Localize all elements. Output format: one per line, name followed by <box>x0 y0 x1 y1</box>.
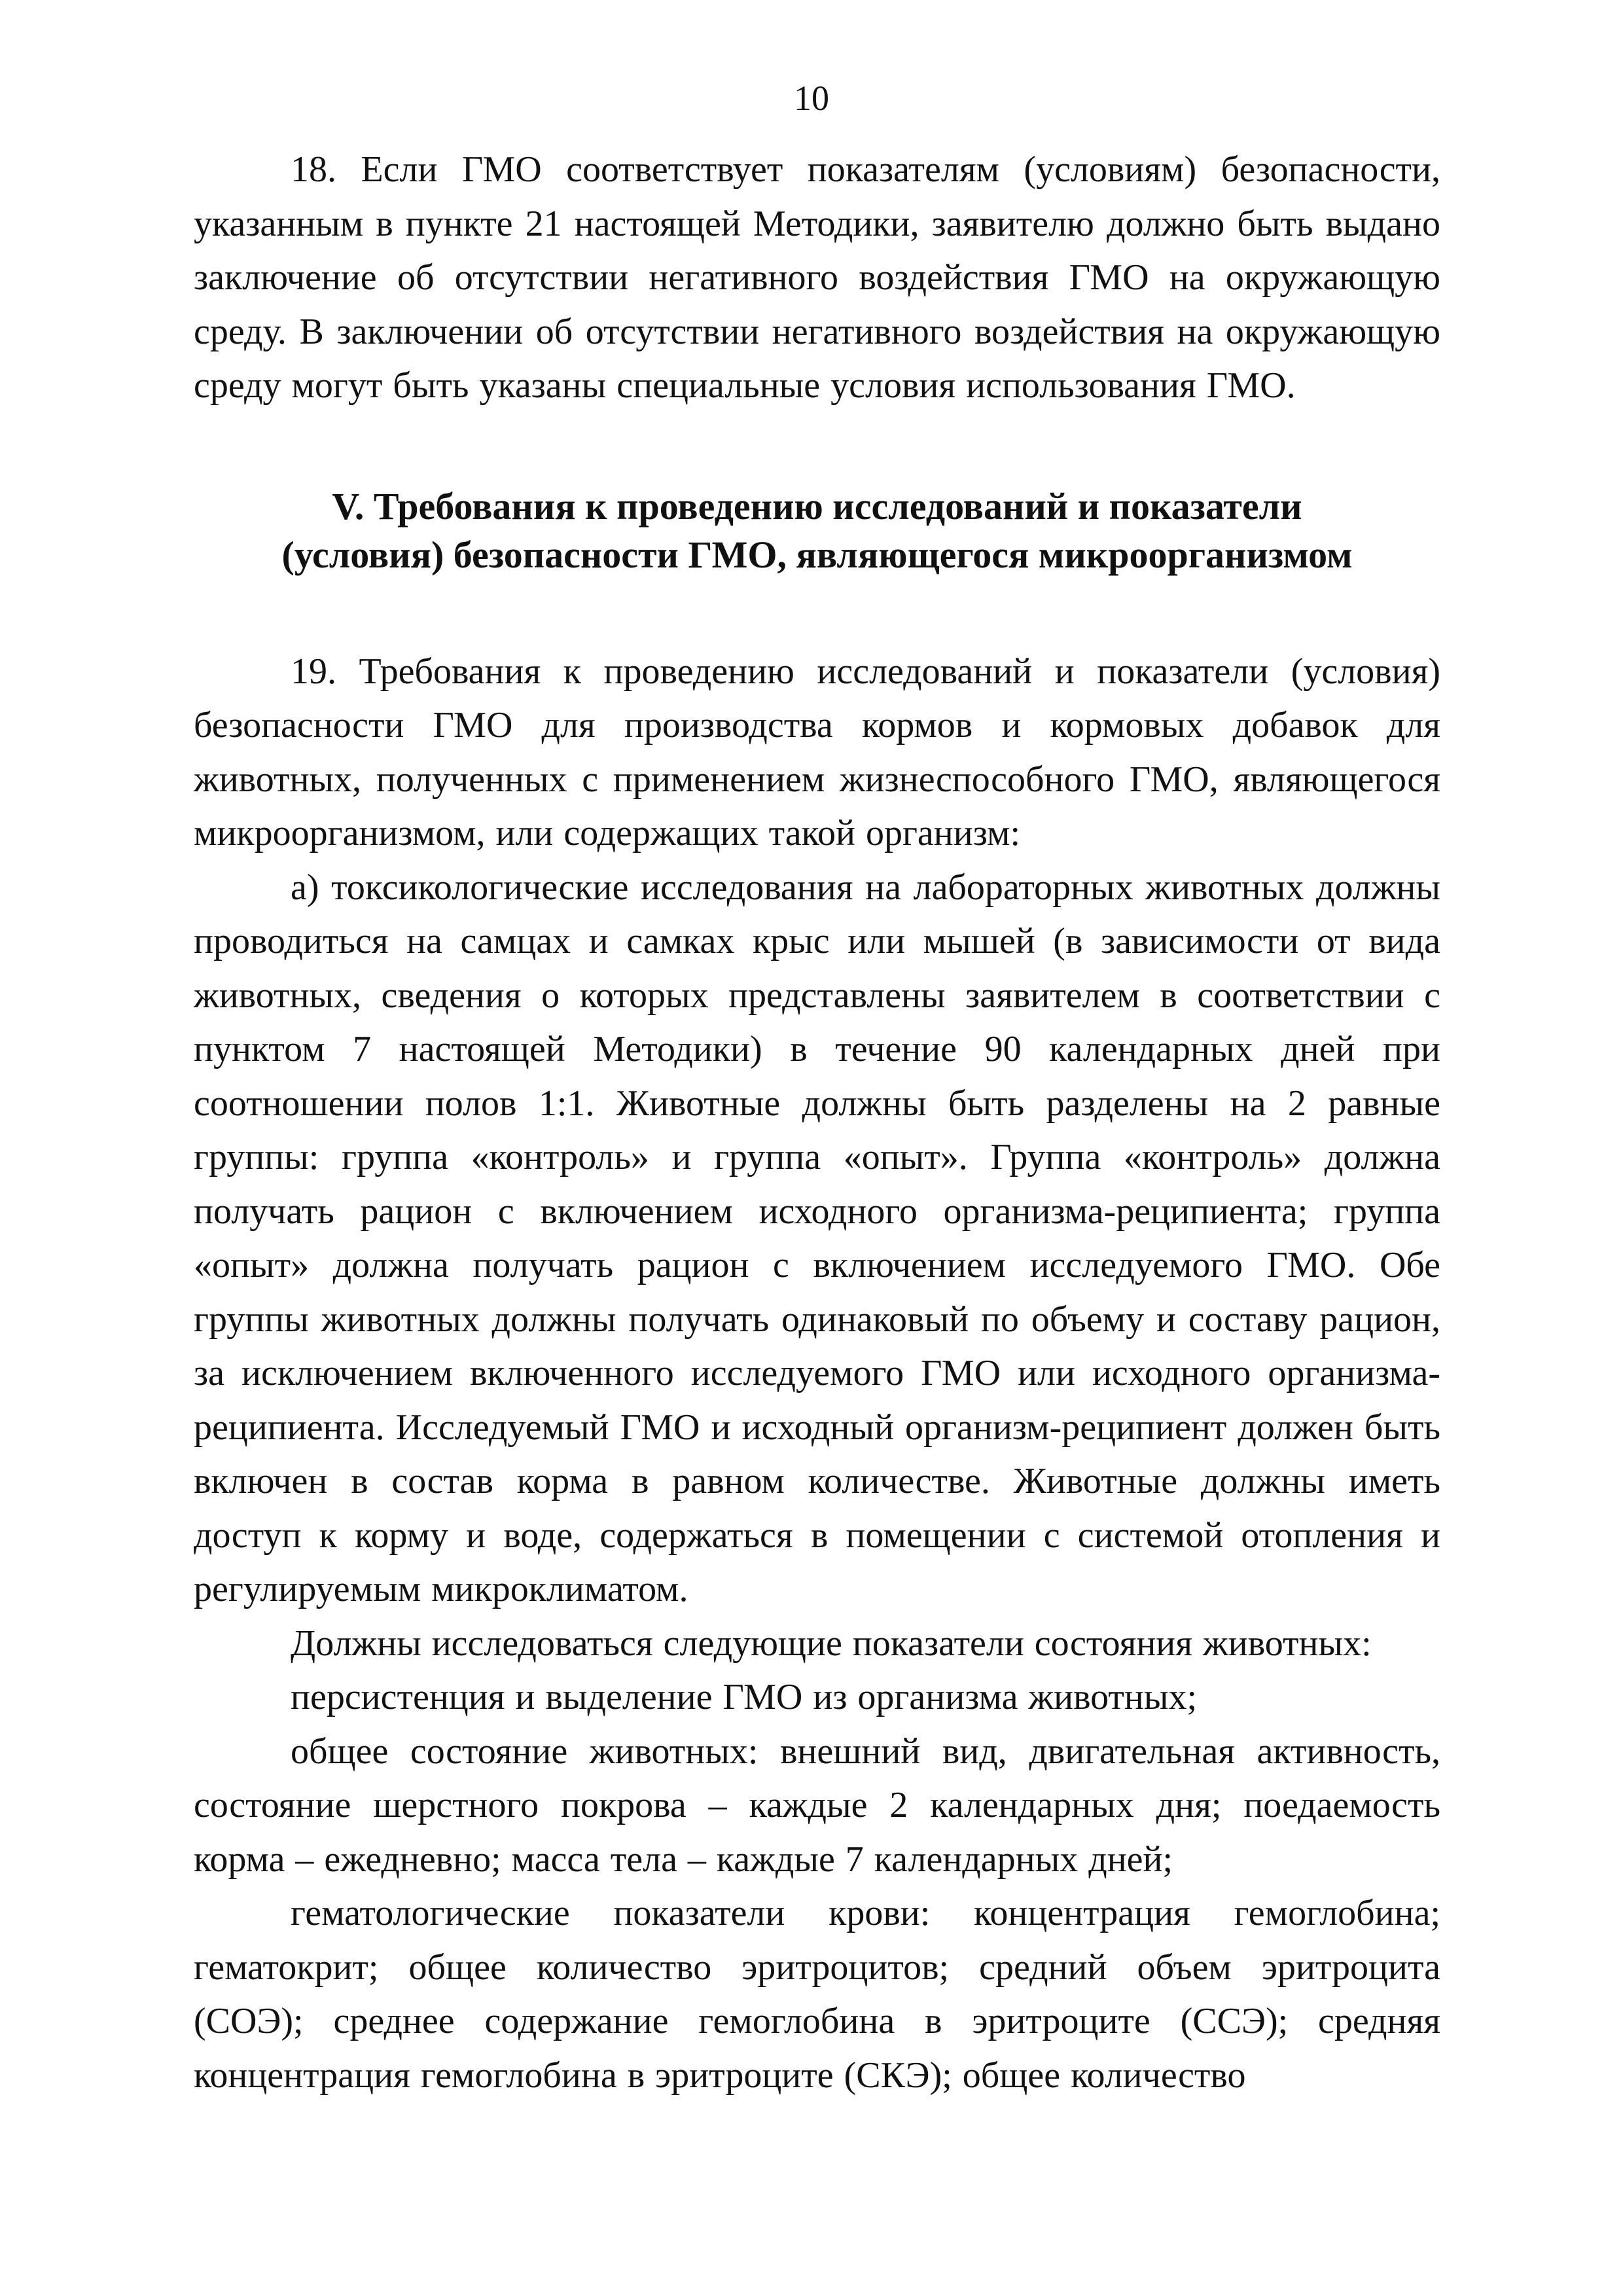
paragraph-18: 18. Если ГМО соответствует показателям (условиям) безопасности, указанным в пункте 21 настоящей Методики, заявителю должно быть выдано заключение об отсутствии негативного воздействия ГМО на окружающую среду. В заключении об отсутствии негативного воздействия на окружающую среду могут быть указаны специальные условия использования ГМО. <box>194 149 1440 406</box>
section-heading-line-2: (условия) безопасности ГМО, являющегося микроорганизмом <box>281 533 1353 576</box>
paragraph-persistence: персистенция и выделение ГМО из организма животных; <box>291 1677 1198 1717</box>
paragraph-indicators-intro: Должны исследоваться следующие показатели состояния животных: <box>291 1623 1372 1664</box>
paragraph-19: 19. Требования к проведению исследований и показатели (условия) безопасности ГМО для производства кормов и кормовых добавок для животных, полученных с применением жизнеспособного ГМО, являющегося микроорганизмом, или содержащих такой организм: <box>194 651 1440 853</box>
document-body <box>194 143 1440 2102</box>
page-number: 10 <box>794 79 829 118</box>
section-heading-line-1: V. Требования к проведению исследований и показатели <box>332 484 1302 528</box>
paragraph-general-condition: общее состояние животных: внешний вид, двигательная активность, состояние шерстного покрова – каждые 2 календарных дня; поедаемость корма – ежедневно; масса тела – каждые 7 календарных дней; <box>194 1731 1440 1880</box>
section-heading-v <box>194 482 1440 579</box>
paragraph-hematology: гематологические показатели крови: концентрация гемоглобина; гематокрит; общее количество эритроцитов; средний объем эритроцита (СОЭ); среднее содержание гемоглобина в эритроците (ССЭ); средняя концентрация гемоглобина в эритроците (СКЭ); общее количество <box>194 1893 1440 2096</box>
paragraph-19-a: а) токсикологические исследования на лабораторных животных должны проводиться на самцах и самках крыс или мышей (в зависимости от вида животных, сведения о которых представлены заявителем в соответствии с пунктом 7 настоящей Методики) в течение 90 календарных дней при соотношении полов 1:1. Животные должны быть разделены на 2 равные группы: группа «контроль» и группа «опыт». Группа «контроль» должна получать рацион с включением исходного организма-реципиента; группа «опыт» должна получать рацион с включением исследуемого ГМО. Обе группы животных должны получать одинаковый по объему и составу рацион, за исключением включенного исследуемого ГМО или исходного организма-реципиента. Исследуемый ГМО и исходный организм-реципиент должен быть включен в состав корма в равном количестве. Животные должны иметь доступ к корму и воде, содержаться в помещении с системой отопления и регулируемым микроклиматом. <box>194 867 1440 1609</box>
